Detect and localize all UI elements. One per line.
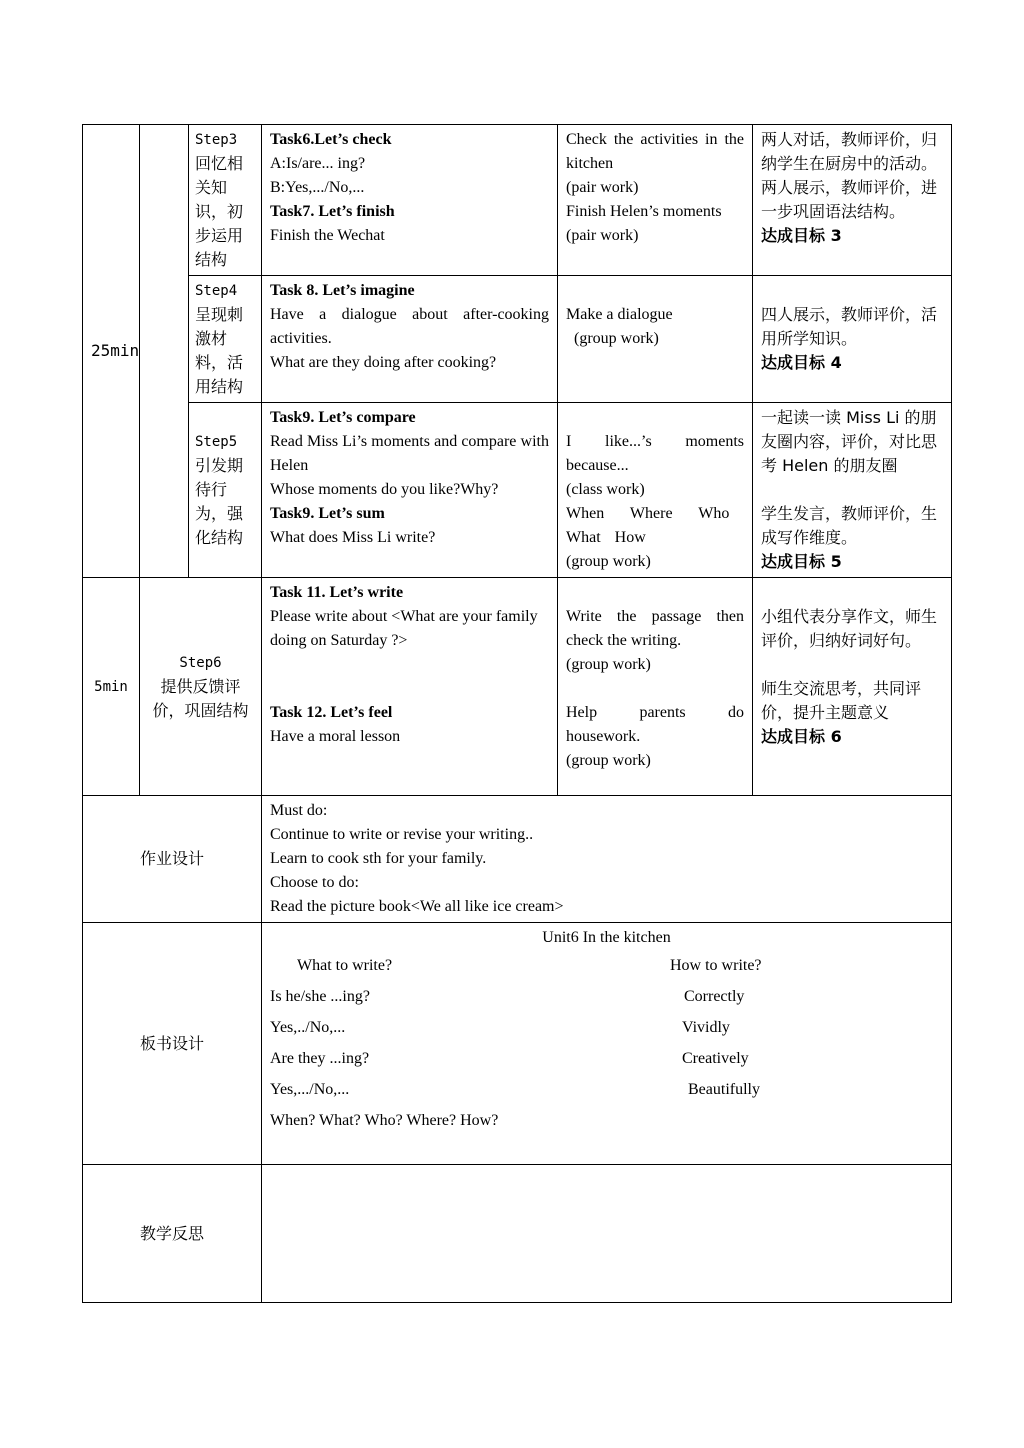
step-desc: 回忆相关知识，初步运用结构 — [195, 154, 244, 269]
lesson-plan-table — [82, 124, 952, 1303]
goal-text: 达成目标 6 — [761, 727, 842, 746]
board-label-cell — [83, 923, 262, 1165]
board-cell — [262, 923, 952, 1165]
step-label: Step6 — [179, 654, 222, 671]
homework-line: Continue to write or revise your writing.. — [270, 826, 534, 843]
activity-line: Make a dialogue — [566, 306, 673, 323]
row-step5 — [83, 403, 952, 578]
activity-cell — [558, 578, 753, 796]
board-left-column — [270, 950, 540, 1136]
board-right-head: How to write? — [670, 957, 762, 974]
activity-line: Help parents do housework. — [566, 704, 744, 745]
board-label: 板书设计 — [139, 1033, 204, 1053]
assessment-text: 学生发言，教师评价，生成写作维度。 — [761, 504, 938, 547]
content-cell — [262, 125, 558, 276]
homework-cell — [262, 796, 952, 923]
assessment-cell — [753, 276, 952, 403]
task-title: Task9. Let’s sum — [270, 505, 385, 522]
content-cell — [262, 403, 558, 578]
row-reflection — [83, 1165, 952, 1303]
homework-line: Must do: — [270, 802, 328, 819]
row-step6 — [83, 578, 952, 796]
board-left-line: Is he/she ...ing? — [270, 988, 370, 1005]
assessment-text: 四人展示，教师评价，活用所学知识。 — [761, 305, 938, 348]
assessment-text: 两人对话，教师评价，归纳学生在厨房中的活动。 — [761, 130, 938, 173]
assessment-cell — [753, 578, 952, 796]
activity-line: (pair work) — [566, 227, 639, 244]
activity-line: (group work) — [566, 752, 651, 769]
assessment-text: 两人展示，教师评价，进一步巩固语法结构。 — [761, 178, 938, 221]
board-left-line: Yes,../No,... — [270, 1019, 346, 1036]
task-line: What are they doing after cooking? — [270, 354, 497, 371]
step-desc: 提供反馈评价，巩固结构 — [152, 676, 249, 720]
task-title: Task 11. Let’s write — [270, 584, 404, 601]
activity-line: What How — [566, 529, 646, 546]
board-left-head: What to write? — [297, 957, 393, 974]
time-cell-5 — [83, 578, 140, 796]
assessment-cell — [753, 125, 952, 276]
step-cell — [189, 276, 262, 403]
homework-line: Learn to cook sth for your family. — [270, 850, 487, 867]
activity-line: Write the passage then check the writing. — [566, 608, 744, 649]
activity-cell — [558, 403, 753, 578]
step-label: Step4 — [195, 283, 238, 299]
step-cell — [189, 403, 262, 578]
row-homework — [83, 796, 952, 923]
task-title: Task9. Let’s compare — [270, 409, 416, 426]
board-right-line: Vividly — [682, 1019, 730, 1036]
activity-line: (group work) — [566, 553, 651, 570]
task-title: Task 8. Let’s imagine — [270, 282, 415, 299]
step-label: Step3 — [195, 132, 238, 148]
row-board — [83, 923, 952, 1165]
activity-line: (group work) — [574, 330, 659, 347]
reflection-label-cell — [83, 1165, 262, 1303]
activity-line: (group work) — [566, 656, 651, 673]
board-title: Unit6 In the kitchen — [542, 929, 671, 946]
step-desc: 呈现刺激材料，活用结构 — [195, 305, 244, 396]
board-left-line: Are they ...ing? — [270, 1050, 370, 1067]
task-line: Please write about <What are your family doing on Saturday ?> — [270, 608, 538, 649]
content-cell — [262, 578, 558, 796]
reflection-label: 教学反思 — [139, 1223, 204, 1243]
activity-line: (pair work) — [566, 179, 639, 196]
task-line: Have a dialogue about after-cooking activities. — [270, 306, 549, 347]
assessment-cell — [753, 403, 952, 578]
time-text: 25min — [91, 341, 140, 360]
step6-cell — [140, 578, 262, 796]
task-title: Task6.Let’s check — [270, 131, 392, 148]
activity-line: (class work) — [566, 481, 645, 498]
empty-cell — [140, 125, 189, 578]
step-desc: 引发期待行为，强化结构 — [195, 456, 244, 547]
task-line: What does Miss Li write? — [270, 529, 436, 546]
step-label: Step5 — [195, 434, 238, 450]
task-line: B:Yes,.../No,... — [270, 179, 365, 196]
step-cell — [189, 125, 262, 276]
homework-label-cell — [83, 796, 262, 923]
assessment-text: 师生交流思考，共同评价，提升主题意义 — [761, 679, 922, 722]
reflection-cell — [262, 1165, 952, 1303]
time-text: 5min — [94, 678, 128, 695]
board-right-line: Creatively — [682, 1050, 749, 1067]
spacer — [270, 653, 549, 677]
row-step3 — [83, 125, 952, 276]
activity-cell — [558, 276, 753, 403]
task-line: Read Miss Li’s moments and compare with Helen — [270, 433, 549, 474]
activity-line: I like...’s moments because... — [566, 433, 744, 474]
board-right-column — [540, 950, 762, 1136]
goal-text: 达成目标 4 — [761, 353, 842, 372]
spacer — [566, 677, 744, 701]
board-left-line: Yes,.../No,... — [270, 1081, 350, 1098]
assessment-text: 一起读一读 Miss Li 的朋友圈内容，评价，对比思考 Helen 的朋友圈 — [761, 408, 938, 475]
spacer — [270, 677, 549, 701]
activity-line: Finish Helen’s moments — [566, 203, 722, 220]
homework-line: Read the picture book<We all like ice cream> — [270, 898, 564, 915]
board-columns — [270, 950, 943, 1136]
task-title: Task7. Let’s finish — [270, 203, 395, 220]
assessment-text: 小组代表分享作文，师生评价，归纳好词好句。 — [761, 607, 938, 650]
task-line: Finish the Wechat — [270, 227, 385, 244]
goal-text: 达成目标 3 — [761, 226, 842, 245]
task-title: Task 12. Let’s feel — [270, 704, 393, 721]
activity-line: Check the activities in the kitchen — [566, 131, 744, 172]
activity-cell — [558, 125, 753, 276]
task-line: Whose moments do you like?Why? — [270, 481, 499, 498]
activity-line: When Where Who — [566, 505, 730, 522]
board-right-line: Correctly — [684, 988, 745, 1005]
task-line: Have a moral lesson — [270, 728, 401, 745]
task-line: A:Is/are... ing? — [270, 155, 366, 172]
spacer — [761, 653, 943, 677]
board-right-line: Beautifully — [688, 1081, 760, 1098]
spacer — [761, 478, 943, 502]
board-left-line: When? What? Who? Where? How? — [270, 1112, 499, 1129]
homework-label: 作业设计 — [139, 849, 204, 868]
time-cell-25 — [83, 125, 140, 578]
homework-line: Choose to do: — [270, 874, 359, 891]
goal-text: 达成目标 5 — [761, 552, 842, 571]
row-step4 — [83, 276, 952, 403]
content-cell — [262, 276, 558, 403]
